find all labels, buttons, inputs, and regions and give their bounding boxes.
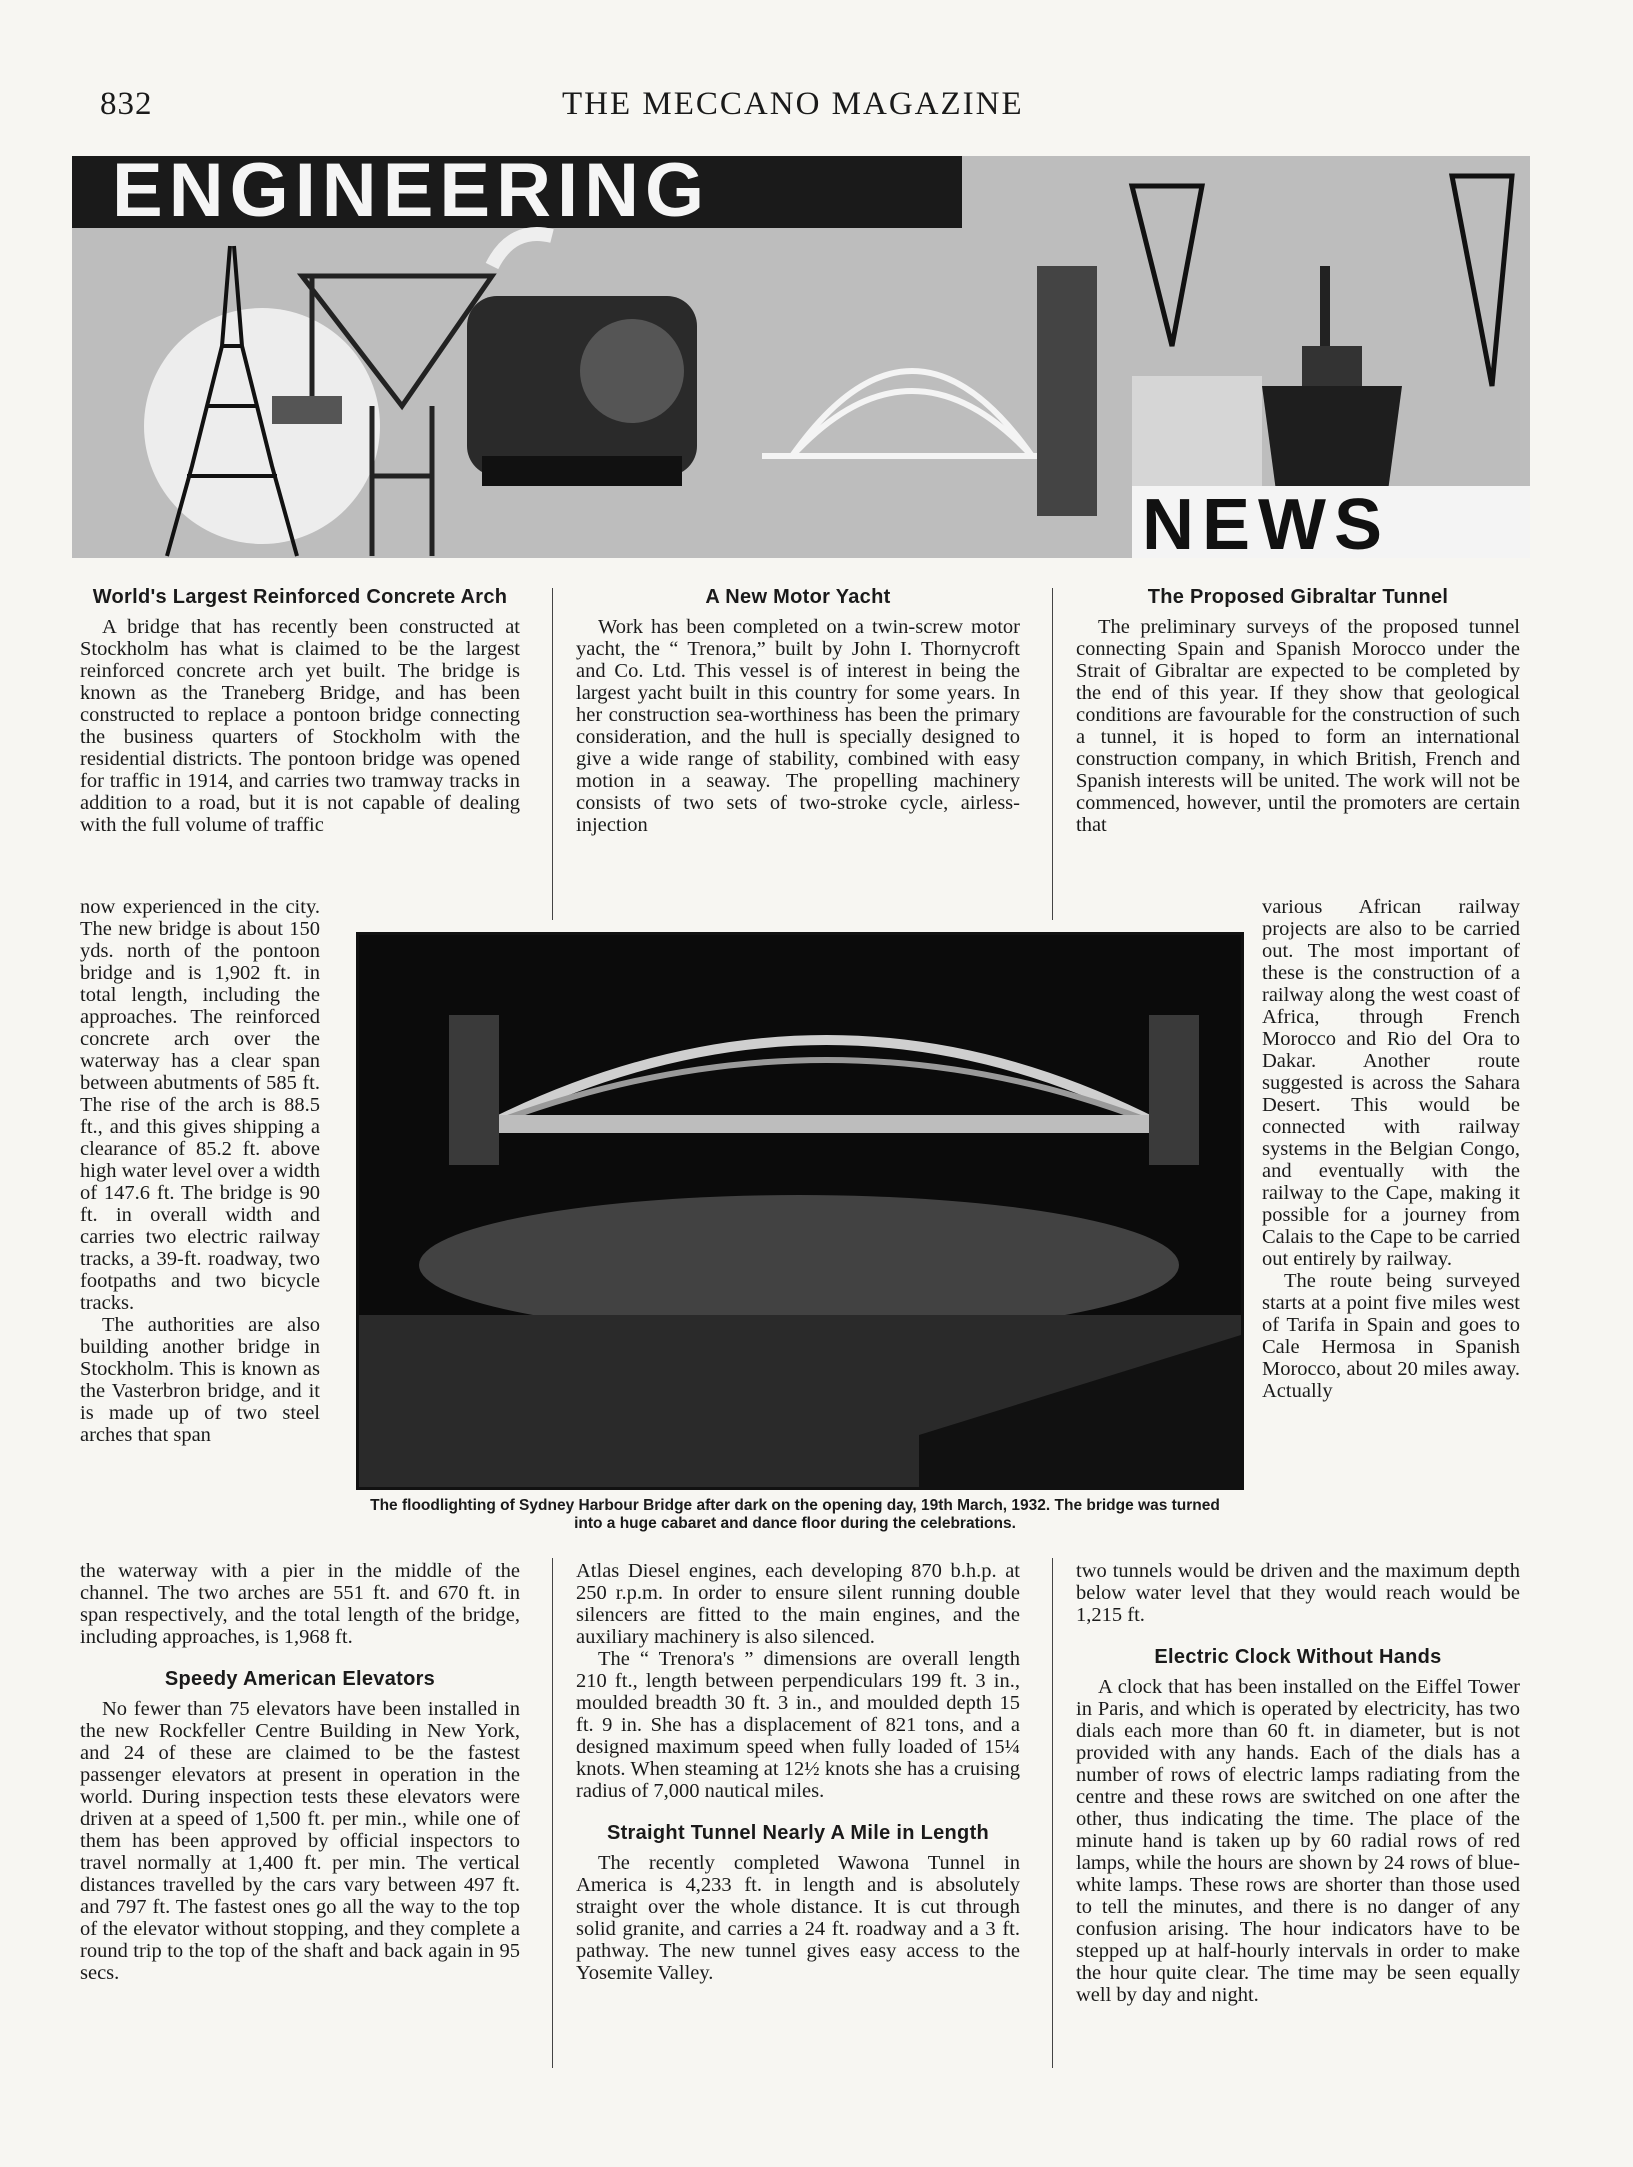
article-heading: Electric Clock Without Hands xyxy=(1154,1646,1442,1668)
article-arch-continued xyxy=(80,896,320,1446)
page-number: 832 xyxy=(100,86,153,122)
article-heading: Straight Tunnel Nearly A Mile in Length xyxy=(606,1822,990,1844)
column-rule xyxy=(1052,1558,1053,2068)
column-rule xyxy=(1052,588,1053,920)
column-rule xyxy=(552,588,553,920)
article-paragraph: Atlas Diesel engines, each developing 870 b.h.p. at 250 r.p.m. In order to ensure silent running double silencers are fitted to the main engines, and the auxiliary machinery is also silenced. xyxy=(576,1560,1020,1648)
column-rule xyxy=(552,1558,553,2068)
article-paragraph: The authorities are also building another bridge in Stockholm. This is known as the Vasterbron bridge, and it is made up of two steel arches that span xyxy=(80,1314,320,1446)
article-paragraph: now experienced in the city. The new bridge is about 150 yds. north of the pontoon bridge and is 1,902 ft. in total length, including the approaches. The reinforced concrete arch over the waterway has a clear span between abutments of 585 ft. The rise of the arch is 88.5 ft., and this gives shipping a clearance of 85.2 ft. above high water level over a width of 147.6 ft. The bridge is 90 ft. in overall width and carries two electric railway tracks, a 39-ft. roadway, two footpaths and two bicycle tracks. xyxy=(80,896,320,1314)
article-heading: World's Largest Reinforced Concrete Arch xyxy=(92,586,508,608)
article-yacht-end xyxy=(576,1560,1020,1984)
article-paragraph: The preliminary surveys of the proposed tunnel connecting Spain and Spanish Morocco under the Strait of Gibraltar are expected to be completed by the end of this year. If they show that geological conditions are favourable for the construction of such a tunnel, it is hoped to form an international construction company, in which British, French and Spanish interests will be united. The work will not be commenced, however, until the promoters are certain that xyxy=(1076,616,1520,836)
article-paragraph: The “ Trenora's ” dimensions are overall length 210 ft., length between perpendiculars 199 ft. 3 in., moulded breadth 30 ft. 3 in., and moulded depth 15 ft. 9 in. She has a displacement of 821 tons, and a designed maximum speed when fully loaded of 15¼ knots. When steaming at 12½ knots she has a cruising radius of 7,000 nautical miles. xyxy=(576,1648,1020,1802)
article-yacht xyxy=(576,586,1020,836)
article-gibraltar-continued xyxy=(1262,896,1520,1402)
magazine-title: THE MECCANO MAGAZINE xyxy=(562,86,1024,122)
article-arch-end xyxy=(80,1560,520,1984)
banner-title-news: NEWS xyxy=(1142,485,1390,558)
article-paragraph: The recently completed Wawona Tunnel in America is 4,233 ft. in length and is absolutely straight over the whole distance. It is cut through solid granite, and carries a 24 ft. roadway and a 3 ft. pathway. The new tunnel gives easy access to the Yosemite Valley. xyxy=(576,1852,1020,1984)
article-paragraph: A bridge that has recently been constructed at Stockholm has what is claimed to be the largest reinforced concrete arch yet built. The bridge is known as the Traneberg Bridge, and has been constructed to replace a pontoon bridge connecting the business quarters of Stockholm with the residential districts. The pontoon bridge was opened for traffic in 1914, and carries two tramway tracks in addition to a road, but it is not capable of dealing with the full volume of traffic xyxy=(80,616,520,836)
sydney-harbour-bridge-photo xyxy=(356,932,1244,1490)
crane-load-icon xyxy=(272,396,342,424)
bridge-pylon-icon xyxy=(1037,266,1097,516)
article-paragraph: No fewer than 75 elevators have been installed in the new Rockfeller Centre Building in New York, and 24 of these are claimed to be the fastest passenger elevators at present in operation in the world. During inspection tests these elevators were driven at a speed of 1,500 ft. per min., while one of them has been approved by official inspectors to travel normally at 1,400 ft. per min. The vertical distances travelled by the cars vary between 497 ft. and 797 ft. The fastest ones go all the way to the top of the elevator without stopping, and they complete a round trip to the top of the shaft and back again in 95 secs. xyxy=(80,1698,520,1984)
article-gibraltar-end xyxy=(1076,1560,1520,2006)
article-arch xyxy=(80,586,520,836)
engineering-news-banner xyxy=(72,156,1530,558)
banner-title-engineering: ENGINEERING xyxy=(112,156,711,233)
article-paragraph: the waterway with a pier in the middle of the channel. The two arches are 551 ft. and 670 ft. in span respectively, and the total length of the bridge, including approaches, is 1,968 ft. xyxy=(80,1560,520,1648)
article-paragraph: A clock that has been installed on the Eiffel Tower in Paris, and which is operated by electricity, has two dials each more than 60 ft. in diameter, but is not provided with any hands. Each of the dials has a number of rows of electric lamps radiating from the centre and these rows are switched on one after the other, thus indicating the time. The place of the minute hand is taken up by 60 radial rows of red lamps, while the hours are shown by 24 rows of blue-white lamps. These rows are shorter than those used to tell the minutes, and there is no danger of any confusion arising. The hour indicators have to be stepped up at half-hourly intervals in order to make the hour quite clear. The time may be seen equally well by day and night. xyxy=(1076,1676,1520,2006)
article-heading: The Proposed Gibraltar Tunnel xyxy=(1147,586,1449,608)
article-paragraph: two tunnels would be driven and the maximum depth below water level that they would reach would be 1,215 ft. xyxy=(1076,1560,1520,1626)
article-heading: Speedy American Elevators xyxy=(164,1668,436,1690)
photo-caption: The floodlighting of Sydney Harbour Bridge after dark on the opening day, 19th March, 1932. The bridge was turned into a huge cabaret and dance floor during the celebrations. xyxy=(370,1497,1220,1532)
article-paragraph: various African railway projects are also to be carried out. The most important of these is the construction of a railway along the west coast of Africa, through French Morocco and Rio del Ora to Dakar. Another route suggested is across the Sahara Desert. This would be connected with railway systems in the Belgian Congo, and eventually with the railway to the Cape, making it possible for a journey from Calais to the Cape to be carried out entirely by railway. xyxy=(1262,896,1520,1270)
article-paragraph: The route being surveyed starts at a point five miles west of Tarifa in Spain and goes to Cale Hermosa in Spanish Morocco, about 20 miles away. Actually xyxy=(1262,1270,1520,1402)
article-gibraltar xyxy=(1076,586,1520,836)
article-heading: A New Motor Yacht xyxy=(705,586,891,608)
article-paragraph: Work has been completed on a twin-screw motor yacht, the “ Trenora,” built by John I. Thornycroft and Co. Ltd. This vessel is of interest in being the largest yacht built in this country for some years. In her construction sea-worthiness has been the primary consideration, and the hull is specially designed to give a wide range of stability, combined with easy motion in a seaway. The propelling machinery consists of two sets of two-stroke cycle, airless-injection xyxy=(576,616,1020,836)
floodlit-bridge-icon xyxy=(359,935,1241,1487)
